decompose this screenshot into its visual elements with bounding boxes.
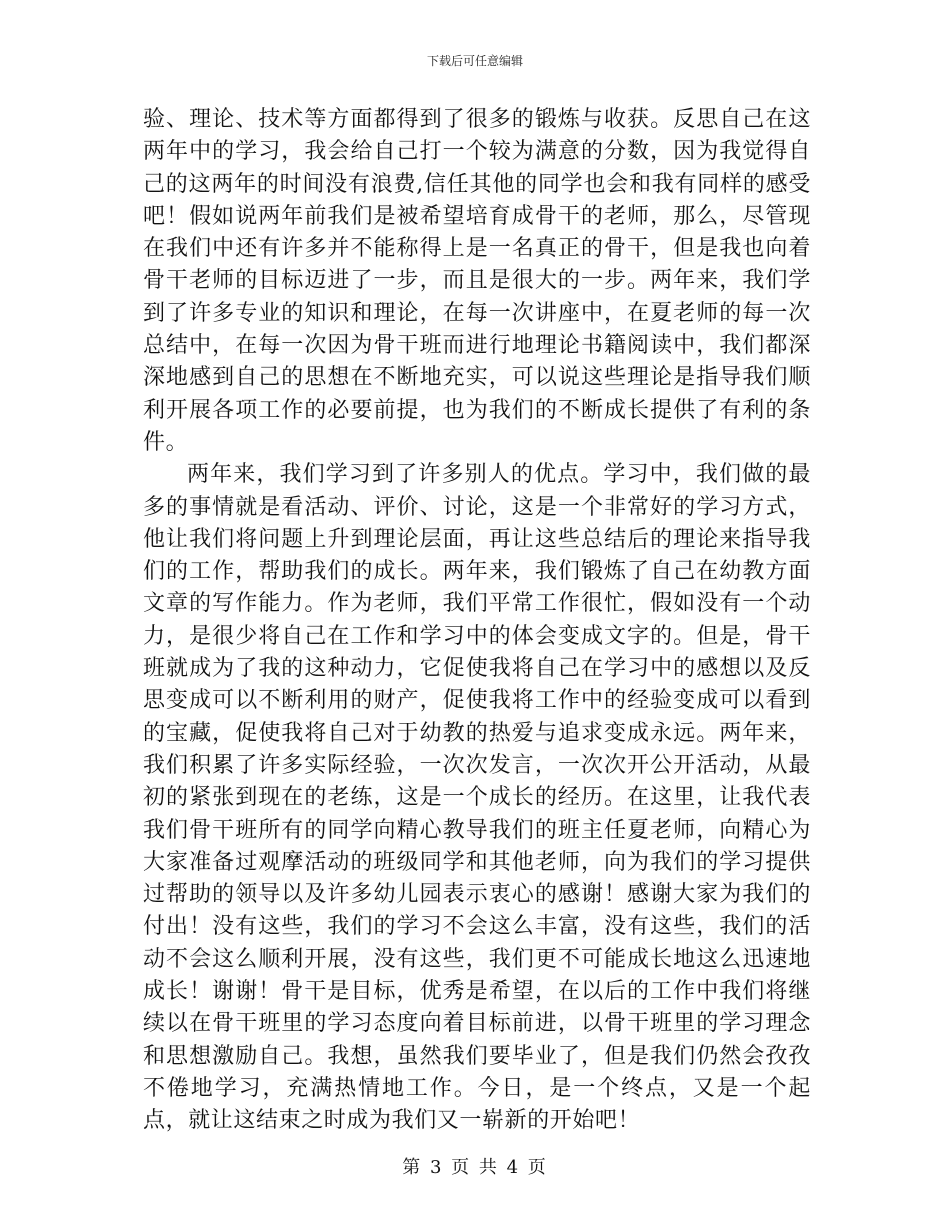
paragraph: 两年来，我们学习到了许多别人的优点。学习中，我们做的最多的事情就是看活动、评价、讨论，这是一个非常好的学习方式，他让我们将问题上升到理论层面，再让这些总结后的理论来指导我们的工作，帮助我们的成长。两年来，我们锻炼了自己在幼教方面文章的写作能力。作为老师，我们平常工作很忙，假如没有一个动力，是很少将自己在工作和学习中的体会变成文字的。但是，骨干班就成为了我的这种动力，它促使我将自己在学习中的感想以及反思变成可以不断利用的财产，促使我将工作中的经验变成可以看到的宝藏，促使我将自己对于幼教的热爱与追求变成永远。两年来，我们积累了许多实际经验，一次次发言，一次次开公开活动，从最初的紧张到现在的老练，这是一个成长的经历。在这里，让我代表我们骨干班所有的同学向精心教导我们的班主任夏老师，向精心为大家准备过观摩活动的班级同学和其他老师，向为我们的学习提供过帮助的领导以及许多幼儿园表示衷心的感谢！感谢大家为我们的付出！没有这些，我们的学习不会这么丰富，没有这些，我们的活动不会这么顺利开展，没有这些，我们更不可能成长地这么迅速地成长！谢谢！骨干是目标，优秀是希望，在以后的工作中我们将继续以在骨干班里的学习态度向着目标前进，以骨干班里的学习理念和思想激励自己。我想，虽然我们要毕业了，但是我们仍然会孜孜不倦地学习，充满热情地工作。今日，是一个终点，又是一个起点，就让这结束之时成为我们又一崭新的开始吧！ xyxy=(143,462,811,1134)
page-number-footer: 第 3 页 共 4 页 xyxy=(402,1157,548,1178)
paragraph-continued: 验、理论、技术等方面都得到了很多的锻炼与收获。反思自己在这两年中的学习，我会给自己打一个较为满意的分数，因为我觉得自己的这两年的时间没有浪费,信任其他的同学也会和我有同样的感受吧！假如说两年前我们是被希望培育成骨干的老师，那么，尽管现在我们中还有许多并不能称得上是一名真正的骨干，但是我也向着骨干老师的目标迈进了一步，而且是很大的一步。两年来，我们学到了许多专业的知识和理论，在每一次讲座中，在夏老师的每一次总结中，在每一次因为骨干班而进行地理论书籍阅读中，我们都深深地感到自己的思想在不断地充实，可以说这些理论是指导我们顺利开展各项工作的必要前提，也为我们的不断成长提供了有利的条件。 xyxy=(143,107,811,455)
document-body xyxy=(143,104,811,1138)
page-header: 下载后可任意编辑 xyxy=(426,54,523,68)
